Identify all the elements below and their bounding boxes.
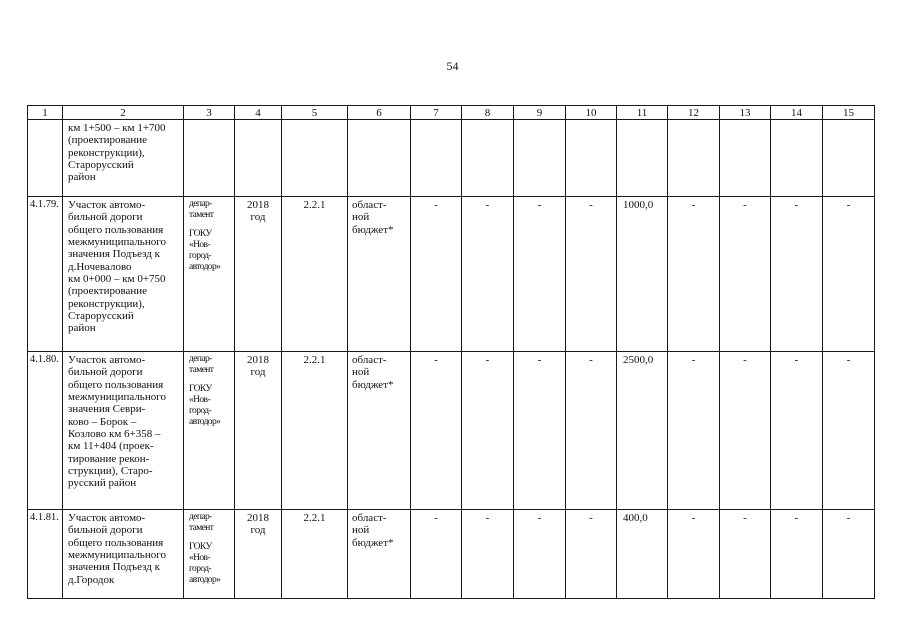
value-cell: - [668, 352, 720, 510]
source-line: ной [352, 366, 370, 379]
row-number-cell: 4.1.79. [28, 197, 63, 352]
source-line: ной [352, 524, 370, 537]
column-header: 10 [566, 106, 617, 120]
table-row [28, 510, 875, 599]
column-header: 11 [617, 106, 668, 120]
year-line: год [250, 211, 266, 224]
name-line: Участок автомо- [68, 199, 146, 211]
value-cell: - [668, 197, 720, 352]
executor-line: ГОКУ [189, 541, 212, 552]
name-line: Участок автомо- [68, 512, 146, 524]
name-line: км 1+500 – км 1+700 [68, 122, 166, 134]
executor-line: автодор» [189, 261, 221, 272]
name-line: бильной дороги [68, 211, 143, 224]
amount-cell: 400,0 [617, 510, 668, 599]
executor-line: депар- [189, 512, 212, 522]
name-line: межмуниципального [68, 235, 166, 248]
value-cell: - [668, 510, 720, 599]
value-cell: - [514, 510, 566, 599]
executor-cell [184, 197, 235, 352]
name-line: межмуниципального [68, 548, 166, 561]
object-name-cell [63, 120, 184, 197]
year-line: год [250, 366, 266, 379]
table-header-row [28, 106, 875, 120]
value-cell: - [462, 352, 514, 510]
amount-cell: 2500,0 [617, 352, 668, 510]
name-line: район [68, 322, 96, 335]
executor-line: «Нов- [189, 552, 211, 563]
name-line: значения Подъезд к [68, 248, 160, 261]
source-line: област- [352, 512, 387, 524]
name-line: русский район [68, 477, 137, 490]
value-cell: - [720, 197, 771, 352]
executor-line: тамент [189, 209, 214, 220]
source-line: бюджет* [352, 223, 394, 236]
column-header: 9 [514, 106, 566, 120]
source-line: бюджет* [352, 536, 394, 549]
target-code-cell: 2.2.1 [282, 510, 348, 599]
value-cell: - [514, 197, 566, 352]
name-line: общего пользования [68, 223, 164, 236]
name-line: общего пользования [68, 378, 164, 391]
name-line: межмуниципального [68, 390, 166, 403]
object-name-cell [63, 510, 184, 599]
source-line: област- [352, 354, 387, 366]
value-cell: - [823, 352, 875, 510]
column-header: 15 [823, 106, 875, 120]
funding-source-cell [348, 352, 411, 510]
name-line: д.Городок [68, 573, 115, 586]
target-code-cell: 2.2.1 [282, 197, 348, 352]
column-header: 5 [282, 106, 348, 120]
row-number-cell: 4.1.81. [28, 510, 63, 599]
name-line: реконструкции), [68, 297, 145, 310]
executor-line: город- [189, 405, 212, 416]
value-cell: - [462, 510, 514, 599]
executor-line: депар- [189, 354, 212, 364]
value-cell: - [462, 197, 514, 352]
value-cell: - [411, 510, 462, 599]
source-line: ной [352, 211, 370, 224]
name-line: реконструкции), [68, 146, 145, 159]
funding-source-cell [348, 197, 411, 352]
source-line: област- [352, 199, 387, 211]
column-header: 4 [235, 106, 282, 120]
column-header: 14 [771, 106, 823, 120]
financing-table [27, 105, 875, 599]
value-cell: - [771, 197, 823, 352]
executor-line: город- [189, 250, 212, 261]
table-row [28, 352, 875, 510]
source-line: бюджет* [352, 378, 394, 391]
name-line: д.Ночевалово [68, 260, 132, 273]
column-header: 7 [411, 106, 462, 120]
column-header: 12 [668, 106, 720, 120]
year-cell [235, 352, 282, 510]
executor-line: автодор» [189, 416, 221, 427]
value-cell: - [514, 352, 566, 510]
funding-source-cell [348, 510, 411, 599]
executor-cell [184, 510, 235, 599]
row-number-cell: 4.1.80. [28, 352, 63, 510]
executor-line: депар- [189, 199, 212, 209]
year-cell [235, 197, 282, 352]
value-cell: - [720, 510, 771, 599]
executor-line: «Нов- [189, 239, 211, 250]
column-header: 2 [63, 106, 184, 120]
value-cell: - [771, 510, 823, 599]
executor-line: тамент [189, 522, 214, 533]
name-line: значения Подъезд к [68, 561, 160, 574]
name-line: общего пользования [68, 536, 164, 549]
column-header: 3 [184, 106, 235, 120]
value-cell: - [823, 197, 875, 352]
value-cell: - [566, 510, 617, 599]
page-number: 54 [446, 59, 459, 73]
executor-line: ГОКУ [189, 383, 212, 394]
executor-line: ГОКУ [189, 228, 212, 239]
value-cell: - [771, 352, 823, 510]
executor-line: автодор» [189, 574, 221, 585]
value-cell: - [411, 197, 462, 352]
year-line: 2018 [247, 199, 269, 211]
column-header: 1 [28, 106, 63, 120]
executor-line: «Нов- [189, 394, 211, 405]
name-line: Старорусский [68, 309, 134, 322]
name-line: (проектирование [68, 285, 148, 298]
name-line: район [68, 171, 96, 184]
year-line: 2018 [247, 354, 269, 366]
year-cell [235, 510, 282, 599]
name-line: бильной дороги [68, 366, 143, 379]
year-line: год [250, 524, 266, 537]
name-line: км 11+404 (проек- [68, 440, 154, 453]
column-header: 8 [462, 106, 514, 120]
name-line: ково – Борок – [68, 415, 137, 428]
name-line: Козлово км 6+358 – [68, 427, 161, 440]
value-cell: - [411, 352, 462, 510]
year-line: 2018 [247, 512, 269, 524]
name-line: км 0+000 – км 0+750 [68, 272, 166, 285]
name-line: бильной дороги [68, 524, 143, 537]
name-line: (проектирование [68, 134, 148, 147]
name-line: Старорусский [68, 158, 134, 171]
object-name-cell [63, 197, 184, 352]
value-cell: - [720, 352, 771, 510]
executor-cell [184, 352, 235, 510]
column-header: 13 [720, 106, 771, 120]
name-line: тирование рекон- [68, 452, 150, 465]
executor-line: город- [189, 563, 212, 574]
column-header: 6 [348, 106, 411, 120]
value-cell: - [566, 197, 617, 352]
amount-cell: 1000,0 [617, 197, 668, 352]
value-cell: - [566, 352, 617, 510]
name-line: струкции), Старо- [68, 464, 153, 477]
executor-line: тамент [189, 364, 214, 375]
target-code-cell: 2.2.1 [282, 352, 348, 510]
value-cell: - [823, 510, 875, 599]
name-line: Участок автомо- [68, 354, 146, 366]
table-row [28, 197, 875, 352]
name-line: значения Севри- [68, 403, 146, 416]
object-name-cell [63, 352, 184, 510]
table-row-continuation [28, 120, 875, 197]
